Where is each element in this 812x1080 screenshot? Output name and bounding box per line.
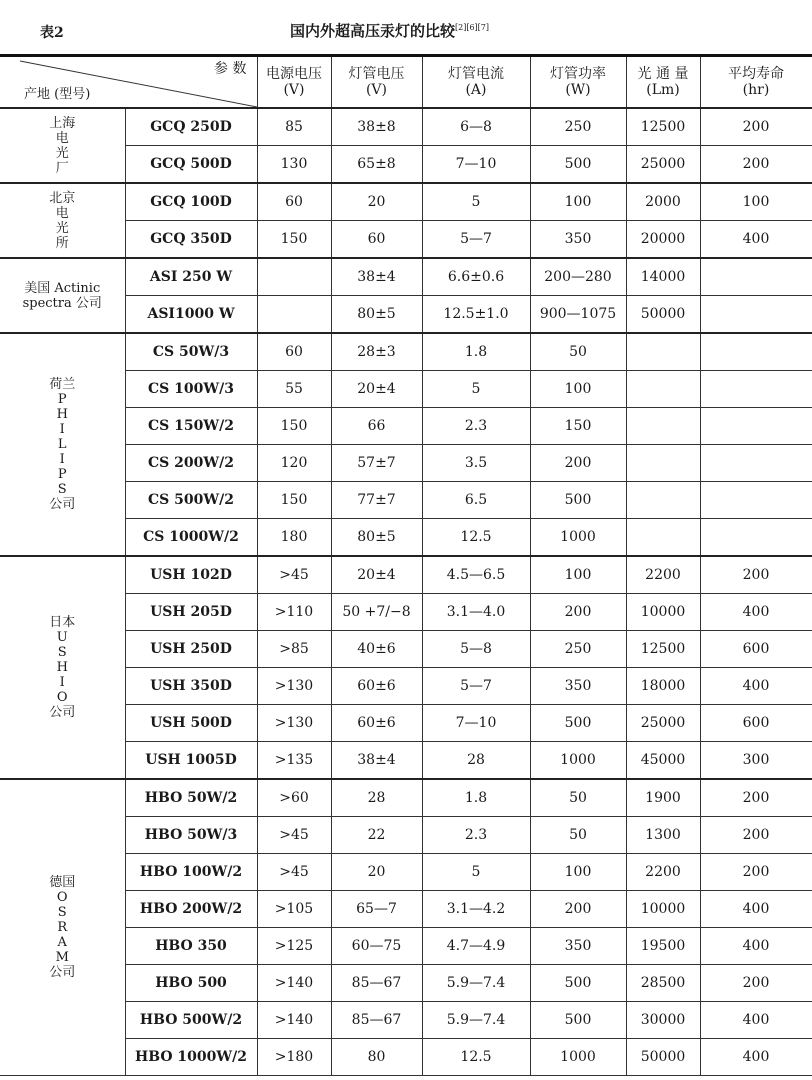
value-cell: 50 +7/−8: [331, 594, 422, 631]
origin-cell: 北京 电 光 所: [0, 183, 125, 258]
model-cell: CS 500W/2: [125, 482, 257, 519]
value-cell: [700, 482, 812, 519]
value-cell: 60: [257, 333, 331, 371]
value-cell: >45: [257, 556, 331, 594]
value-cell: >140: [257, 1002, 331, 1039]
column-header: 电源电压 (V): [257, 56, 331, 109]
diagonal-header-cell: [0, 56, 257, 109]
value-cell: 200: [530, 445, 626, 482]
model-cell: CS 1000W/2: [125, 519, 257, 557]
value-cell: 12.5: [422, 1039, 530, 1076]
value-cell: 400: [700, 594, 812, 631]
value-cell: 1000: [530, 1039, 626, 1076]
value-cell: 57±7: [331, 445, 422, 482]
value-cell: 19500: [626, 928, 700, 965]
table-row: [0, 556, 812, 594]
model-cell: GCQ 250D: [125, 108, 257, 146]
model-cell: ASI1000 W: [125, 296, 257, 334]
table-row: [0, 779, 812, 817]
column-header: 灯管电流 (A): [422, 56, 530, 109]
value-cell: 60: [257, 183, 331, 221]
value-cell: 200: [700, 556, 812, 594]
value-cell: 5.9—7.4: [422, 965, 530, 1002]
model-cell: HBO 1000W/2: [125, 1039, 257, 1076]
origin-cell: 上海 电 光 厂: [0, 108, 125, 183]
value-cell: 400: [700, 668, 812, 705]
value-cell: 100: [530, 854, 626, 891]
model-cell: HBO 100W/2: [125, 854, 257, 891]
column-header: 灯管功率 (W): [530, 56, 626, 109]
value-cell: 80±5: [331, 519, 422, 557]
value-cell: 50000: [626, 296, 700, 334]
model-cell: USH 205D: [125, 594, 257, 631]
value-cell: >85: [257, 631, 331, 668]
column-header: 灯管电压 (V): [331, 56, 422, 109]
value-cell: 600: [700, 631, 812, 668]
value-cell: 200: [700, 779, 812, 817]
value-cell: >105: [257, 891, 331, 928]
model-cell: USH 350D: [125, 668, 257, 705]
model-cell: CS 150W/2: [125, 408, 257, 445]
value-cell: 66: [331, 408, 422, 445]
value-cell: 40±6: [331, 631, 422, 668]
value-cell: 50: [530, 779, 626, 817]
model-cell: CS 200W/2: [125, 445, 257, 482]
value-cell: 400: [700, 221, 812, 259]
value-cell: 400: [700, 1039, 812, 1076]
origin-cell: 荷兰 P H I L I P S 公司: [0, 333, 125, 556]
value-cell: 5—8: [422, 631, 530, 668]
value-cell: 3.1—4.0: [422, 594, 530, 631]
value-cell: [700, 408, 812, 445]
value-cell: 12.5: [422, 519, 530, 557]
value-cell: 900—1075: [530, 296, 626, 334]
value-cell: 200: [530, 891, 626, 928]
value-cell: [626, 371, 700, 408]
value-cell: 200: [700, 146, 812, 184]
value-cell: 28: [331, 779, 422, 817]
value-cell: >110: [257, 594, 331, 631]
value-cell: 60—75: [331, 928, 422, 965]
value-cell: 100: [530, 371, 626, 408]
value-cell: 45000: [626, 742, 700, 780]
value-cell: 200: [700, 965, 812, 1002]
value-cell: 150: [530, 408, 626, 445]
model-cell: CS 100W/3: [125, 371, 257, 408]
value-cell: 20: [331, 183, 422, 221]
value-cell: 28±3: [331, 333, 422, 371]
value-cell: 6.5: [422, 482, 530, 519]
value-cell: >45: [257, 817, 331, 854]
value-cell: 2.3: [422, 408, 530, 445]
title-refs: [2][6][7]: [455, 23, 490, 32]
value-cell: 65±8: [331, 146, 422, 184]
value-cell: 50000: [626, 1039, 700, 1076]
value-cell: 3.5: [422, 445, 530, 482]
value-cell: [700, 519, 812, 557]
value-cell: 350: [530, 668, 626, 705]
value-cell: >180: [257, 1039, 331, 1076]
value-cell: 130: [257, 146, 331, 184]
table-label: 表2: [40, 25, 64, 41]
table-row: [0, 258, 812, 296]
model-cell: HBO 200W/2: [125, 891, 257, 928]
value-cell: 180: [257, 519, 331, 557]
value-cell: 2200: [626, 556, 700, 594]
model-cell: HBO 500: [125, 965, 257, 1002]
value-cell: 600: [700, 705, 812, 742]
value-cell: 28500: [626, 965, 700, 1002]
value-cell: 20±4: [331, 371, 422, 408]
value-cell: 65—7: [331, 891, 422, 928]
value-cell: >130: [257, 668, 331, 705]
value-cell: 200: [700, 817, 812, 854]
model-cell: HBO 50W/2: [125, 779, 257, 817]
title-text: 国内外超高压汞灯的比较: [290, 22, 456, 40]
value-cell: 350: [530, 221, 626, 259]
value-cell: 12500: [626, 631, 700, 668]
value-cell: 18000: [626, 668, 700, 705]
value-cell: 4.5—6.5: [422, 556, 530, 594]
value-cell: [626, 482, 700, 519]
value-cell: >45: [257, 854, 331, 891]
value-cell: 85—67: [331, 1002, 422, 1039]
value-cell: [700, 371, 812, 408]
value-cell: [257, 258, 331, 296]
value-cell: >140: [257, 965, 331, 1002]
value-cell: 300: [700, 742, 812, 780]
value-cell: [626, 519, 700, 557]
value-cell: 4.7—4.9: [422, 928, 530, 965]
model-cell: CS 50W/3: [125, 333, 257, 371]
model-cell: GCQ 500D: [125, 146, 257, 184]
model-cell: HBO 50W/3: [125, 817, 257, 854]
value-cell: [700, 333, 812, 371]
table-row: [0, 108, 812, 146]
value-cell: 100: [700, 183, 812, 221]
value-cell: 38±8: [331, 108, 422, 146]
value-cell: 12500: [626, 108, 700, 146]
model-cell: GCQ 350D: [125, 221, 257, 259]
value-cell: [700, 445, 812, 482]
model-cell: USH 250D: [125, 631, 257, 668]
origin-cell: 美国 Actinic spectra 公司: [0, 258, 125, 333]
column-header: 平均寿命 (hr): [700, 56, 812, 109]
value-cell: 20±4: [331, 556, 422, 594]
value-cell: 25000: [626, 146, 700, 184]
value-cell: 500: [530, 146, 626, 184]
value-cell: 60±6: [331, 668, 422, 705]
value-cell: 5: [422, 854, 530, 891]
value-cell: 500: [530, 1002, 626, 1039]
value-cell: 150: [257, 221, 331, 259]
model-cell: HBO 500W/2: [125, 1002, 257, 1039]
value-cell: >130: [257, 705, 331, 742]
model-cell: USH 500D: [125, 705, 257, 742]
value-cell: 60±6: [331, 705, 422, 742]
value-cell: 120: [257, 445, 331, 482]
value-cell: 28: [422, 742, 530, 780]
value-cell: [257, 296, 331, 334]
value-cell: 200: [700, 854, 812, 891]
model-cell: ASI 250 W: [125, 258, 257, 296]
value-cell: 38±4: [331, 258, 422, 296]
value-cell: 400: [700, 891, 812, 928]
value-cell: 7—10: [422, 146, 530, 184]
value-cell: 2.3: [422, 817, 530, 854]
value-cell: >60: [257, 779, 331, 817]
table-title: [290, 20, 489, 41]
value-cell: [626, 333, 700, 371]
value-cell: 1900: [626, 779, 700, 817]
value-cell: >125: [257, 928, 331, 965]
value-cell: 12.5±1.0: [422, 296, 530, 334]
value-cell: 3.1—4.2: [422, 891, 530, 928]
column-header: 光 通 量 (Lm): [626, 56, 700, 109]
value-cell: 50: [530, 817, 626, 854]
model-cell: USH 102D: [125, 556, 257, 594]
value-cell: 100: [530, 556, 626, 594]
value-cell: 250: [530, 631, 626, 668]
origin-cell: 德国 O S R A M 公司: [0, 779, 125, 1076]
value-cell: 400: [700, 1002, 812, 1039]
model-cell: GCQ 100D: [125, 183, 257, 221]
value-cell: 1.8: [422, 333, 530, 371]
value-cell: 5—7: [422, 221, 530, 259]
value-cell: 50: [530, 333, 626, 371]
value-cell: 6—8: [422, 108, 530, 146]
value-cell: 10000: [626, 594, 700, 631]
value-cell: 250: [530, 108, 626, 146]
value-cell: 1300: [626, 817, 700, 854]
value-cell: 200: [700, 108, 812, 146]
param-label: 参 数: [214, 61, 247, 77]
model-cell: USH 1005D: [125, 742, 257, 780]
value-cell: 80±5: [331, 296, 422, 334]
value-cell: 2200: [626, 854, 700, 891]
value-cell: 150: [257, 482, 331, 519]
value-cell: 20000: [626, 221, 700, 259]
value-cell: 5: [422, 183, 530, 221]
model-cell: HBO 350: [125, 928, 257, 965]
table-row: [0, 333, 812, 371]
value-cell: 1000: [530, 742, 626, 780]
value-cell: [626, 408, 700, 445]
value-cell: 100: [530, 183, 626, 221]
value-cell: 14000: [626, 258, 700, 296]
value-cell: 55: [257, 371, 331, 408]
value-cell: 200: [530, 594, 626, 631]
value-cell: 30000: [626, 1002, 700, 1039]
value-cell: 6.6±0.6: [422, 258, 530, 296]
value-cell: 22: [331, 817, 422, 854]
value-cell: 85—67: [331, 965, 422, 1002]
value-cell: 25000: [626, 705, 700, 742]
value-cell: 350: [530, 928, 626, 965]
value-cell: 1000: [530, 519, 626, 557]
origin-cell: 日本 U S H I O 公司: [0, 556, 125, 779]
value-cell: 400: [700, 928, 812, 965]
value-cell: 20: [331, 854, 422, 891]
value-cell: 85: [257, 108, 331, 146]
comparison-table: [0, 54, 812, 1076]
value-cell: [700, 258, 812, 296]
value-cell: 60: [331, 221, 422, 259]
value-cell: 5: [422, 371, 530, 408]
value-cell: 77±7: [331, 482, 422, 519]
value-cell: 200—280: [530, 258, 626, 296]
value-cell: [626, 445, 700, 482]
value-cell: 80: [331, 1039, 422, 1076]
value-cell: 1.8: [422, 779, 530, 817]
value-cell: 7—10: [422, 705, 530, 742]
value-cell: 5.9—7.4: [422, 1002, 530, 1039]
value-cell: 500: [530, 482, 626, 519]
value-cell: 38±4: [331, 742, 422, 780]
value-cell: 500: [530, 965, 626, 1002]
value-cell: 5—7: [422, 668, 530, 705]
value-cell: 10000: [626, 891, 700, 928]
value-cell: 150: [257, 408, 331, 445]
table-row: [0, 183, 812, 221]
value-cell: 2000: [626, 183, 700, 221]
value-cell: 500: [530, 705, 626, 742]
value-cell: [700, 296, 812, 334]
value-cell: >135: [257, 742, 331, 780]
origin-label: 产地 (型号): [24, 87, 91, 102]
